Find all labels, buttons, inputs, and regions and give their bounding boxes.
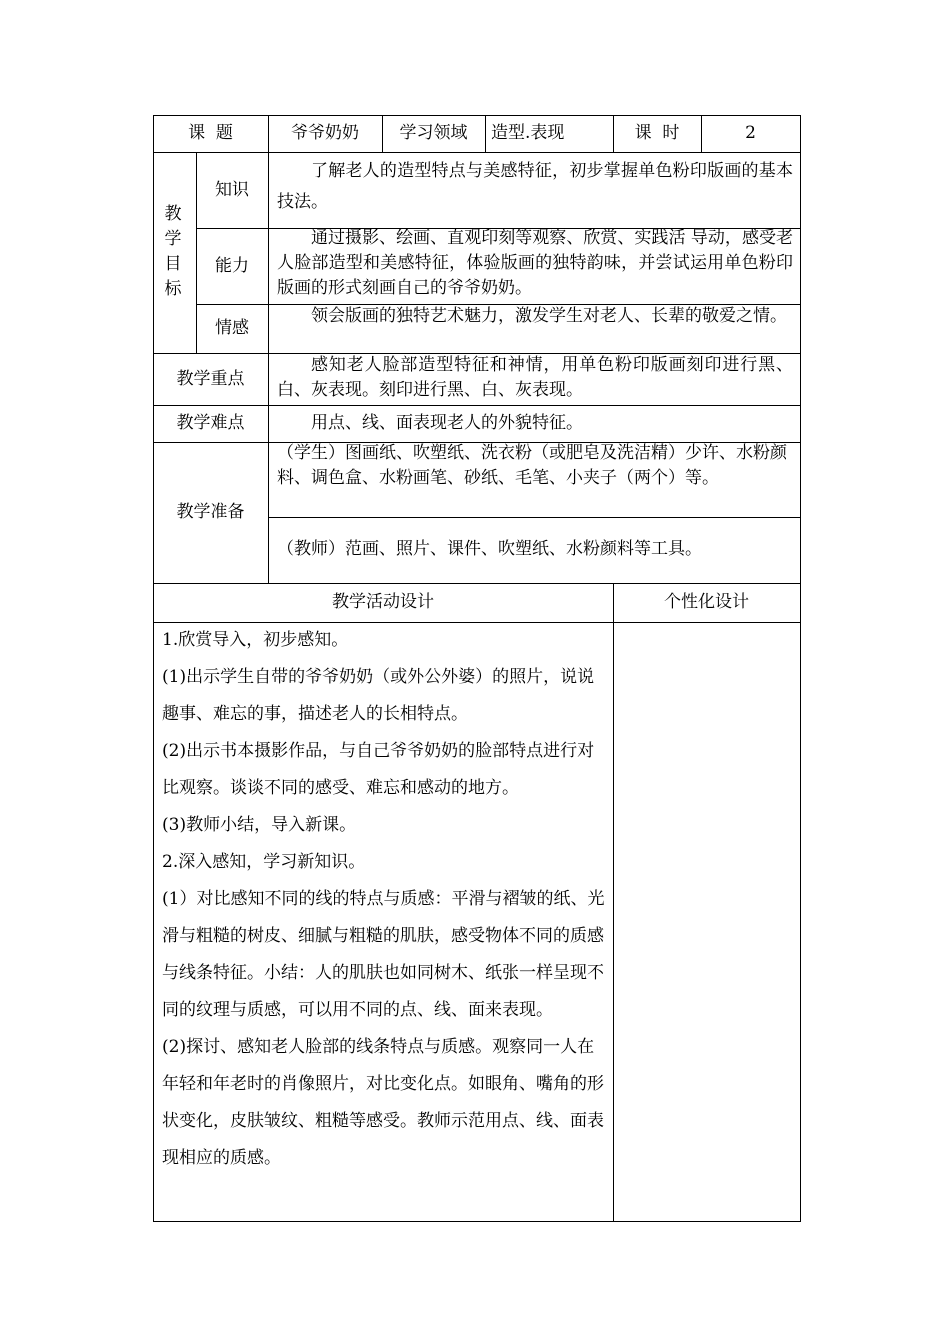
personal-design-header: 个性化设计 [664,592,749,612]
list-item: (1)出示学生自带的爷爷奶奶（或外公外婆）的照片，说说趣事、难忘的事，描述老人的长相特点。 [162,667,595,724]
list-item: (1）对比感知不同的线的特点与质感：平滑与褶皱的纸、光滑与粗糙的树皮、细腻与粗糙的肌肤，感受物体不同的质感与线条特征。小结：人的肌肤也如同树木、纸张一样呈现不同的纹理与质感，可以用不同的点、线、面来表现。 [162,889,605,1020]
ability-text: 通过摄影、绘画、直观印刻等观察、欣赏、实践活 导动，感受老人脸部造型和美感特征，体验版画的独特韵味，并尝试运用单色粉印版画的形式刻画自己的爷爷奶奶。 [277,228,793,298]
lesson-value: 爷爷奶奶 [291,123,359,143]
preparation-label: 教学准备 [176,502,245,522]
list-item: (2)探讨、感知老人脸部的线条特点与质感。观察同一人在年轻和年老时的肖像照片，对比变化点。如眼角、嘴角的形状变化，皮肤皱纹、粗糙等感受。教师示范用点、线、面表现相应的质感。 [162,1037,604,1168]
objectives-label-char: 学 [164,229,182,249]
knowledge-text: 了解老人的造型特点与美感特征，初步掌握单色粉印版画的基本技法。 [277,161,793,212]
lesson-label: 课 题 [188,123,233,143]
emotion-text: 领会版画的独特艺术魅力，激发学生对老人、长辈的敬爱之情。 [311,306,787,326]
list-item: 1.欣赏导入，初步感知。 [162,630,349,650]
list-item: (2)出示书本摄影作品，与自己爷爷奶奶的脸部特点进行对比观察。谈谈不同的感受、难忘和感动的地方。 [162,741,595,798]
objectives-label-char: 目 [164,254,182,274]
hours-value: 2 [745,123,756,143]
border-right [800,115,801,1222]
row-line-prep-split [268,517,801,518]
col-line-activity [613,583,614,1222]
border-left [153,115,154,1222]
difficulties-label: 教学难点 [176,413,245,433]
col-line-obj-b [268,152,269,353]
emotion-label: 情感 [215,318,249,338]
key-points-text: 感知老人脸部造型特征和神情，用单色粉印版画刻印进行黑、白、灰表现。刻印进行黑、白、灰表现。 [277,355,793,400]
objectives-label-char: 标 [164,279,182,299]
ability-label: 能力 [215,255,249,276]
domain-label: 学习领域 [399,123,468,143]
objectives-label-char: 教 [164,204,182,224]
knowledge-label: 知识 [215,179,249,200]
list-item: 2.深入感知，学习新知识。 [162,852,366,872]
preparation-teacher-text: （教师）范画、照片、课件、吹塑纸、水粉颜料等工具。 [277,539,702,559]
activity-design-header: 教学活动设计 [332,592,434,612]
preparation-student-text: （学生）图画纸、吹塑纸、洗衣粉（或肥皂及洗洁精）少许、水粉颜料、调色盒、水粉画笔、砂纸、毛笔、小夹子（两个）等。 [277,443,787,488]
key-points-label: 教学重点 [176,368,245,389]
activity-list [162,622,608,1177]
col-line-mid [268,353,269,583]
difficulties-text: 用点、线、面表现老人的外貌特征。 [311,413,583,433]
hours-label: 课 时 [634,123,680,143]
border-bottom [153,1221,801,1222]
domain-value: 造型.表现 [491,123,565,143]
list-item: (3)教师小结，导入新课。 [162,815,357,835]
